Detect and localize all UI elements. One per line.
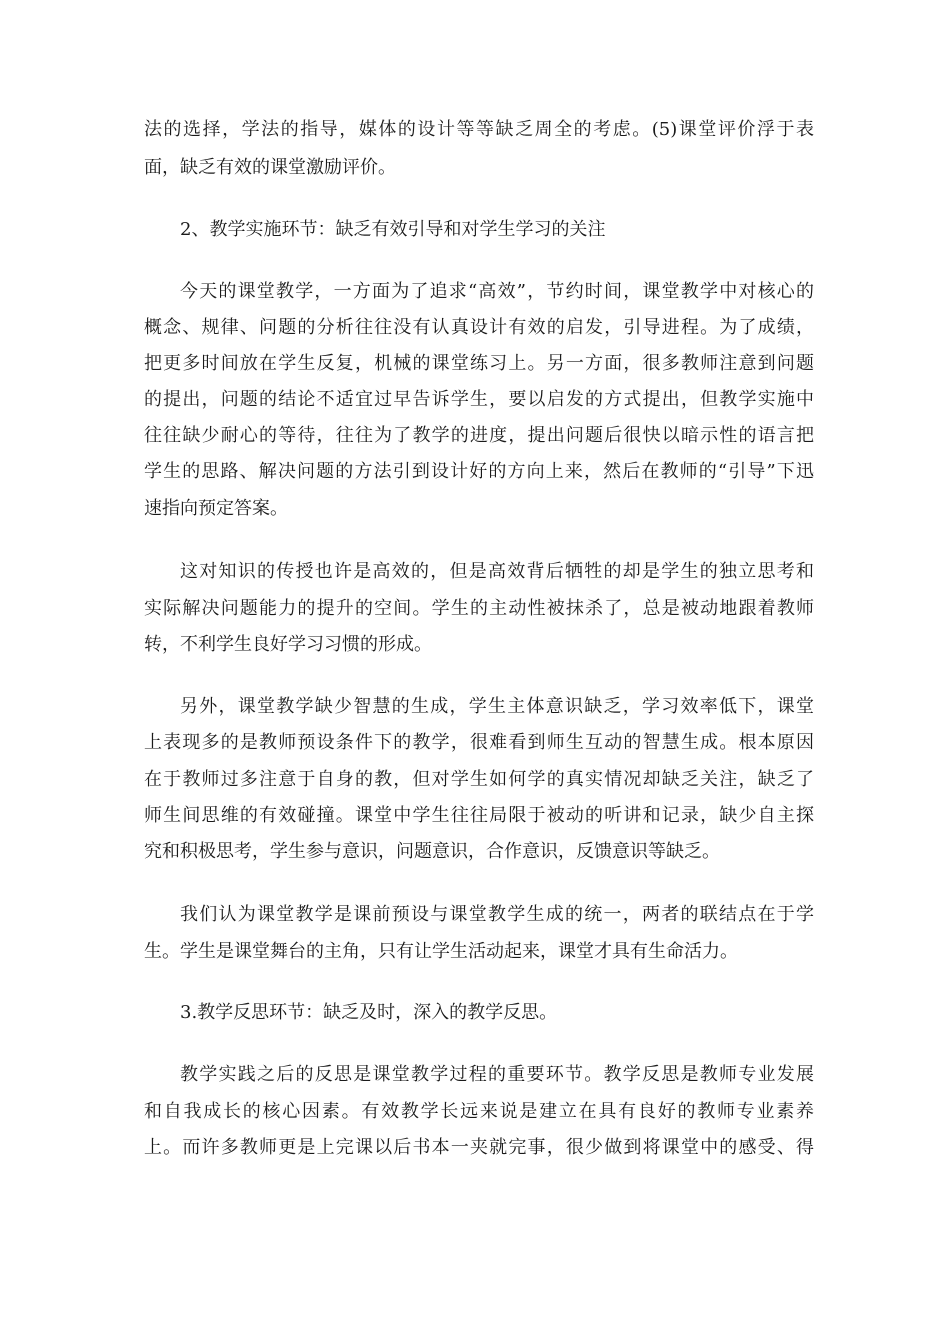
text-line: 实际解决问题能力的提升的空间。学生的主动性被抹杀了，总是被动地跟着教师 <box>144 598 814 619</box>
text-line: 师生间思维的有效碰撞。课堂中学生往往局限于被动的听讲和记录，缺少自主探 <box>144 805 814 826</box>
text-line: 教学实践之后的反思是课堂教学过程的重要环节。教学反思是教师专业发展 <box>180 1064 814 1085</box>
text-line: 我们认为课堂教学是课前预设与课堂教学生成的统一，两者的联结点在于学 <box>180 904 814 925</box>
section-heading: 3.教学反思环节：缺乏及时，深入的教学反思。 <box>180 1002 558 1023</box>
text-line: 和自我成长的核心因素。有效教学长远来说是建立在具有良好的教师专业素养 <box>144 1101 814 1122</box>
text-line: 往往缺少耐心的等待，往往为了教学的进度，提出问题后很快以暗示性的语言把 <box>144 425 814 446</box>
text-line: 今天的课堂教学，一方面为了追求“高效”，节约时间，课堂教学中对核心的 <box>180 281 814 302</box>
text-line: 在于教师过多注意于自身的教，但对学生如何学的真实情况却缺乏关注，缺乏了 <box>144 769 814 790</box>
text-line: 速指向预定答案。 <box>144 498 288 519</box>
text-line: 生。学生是课堂舞台的主角，只有让学生活动起来，课堂才具有生命活力。 <box>144 941 738 962</box>
section-heading: 2、教学实施环节：缺乏有效引导和对学生学习的关注 <box>180 219 606 240</box>
text-line: 面，缺乏有效的课堂激励评价。 <box>144 157 396 178</box>
text-line: 另外，课堂教学缺少智慧的生成，学生主体意识缺乏，学习效率低下，课堂 <box>180 696 814 717</box>
text-line: 这对知识的传授也许是高效的，但是高效背后牺牲的却是学生的独立思考和 <box>180 561 814 582</box>
text-line: 究和积极思考，学生参与意识，问题意识，合作意识，反馈意识等缺乏。 <box>144 841 720 862</box>
text-line: 概念、规律、问题的分析往往没有认真设计有效的启发，引导进程。为了成绩， <box>144 317 814 338</box>
text-line: 上表现多的是教师预设条件下的教学，很难看到师生互动的智慧生成。根本原因 <box>144 732 814 753</box>
text-line: 学生的思路、解决问题的方法引到设计好的方向上来，然后在教师的“引导”下迅 <box>144 461 814 482</box>
text-line: 把更多时间放在学生反复，机械的课堂练习上。另一方面，很多教师注意到问题 <box>144 353 814 374</box>
text-line: 的提出，问题的结论不适宜过早告诉学生，要以启发的方式提出，但教学实施中 <box>144 389 814 410</box>
text-line: 法的选择，学法的指导，媒体的设计等等缺乏周全的考虑。(5)课堂评价浮于表 <box>144 119 814 140</box>
text-line: 转，不利学生良好学习习惯的形成。 <box>144 634 432 655</box>
text-line: 上。而许多教师更是上完课以后书本一夹就完事，很少做到将课堂中的感受、得 <box>144 1137 814 1158</box>
